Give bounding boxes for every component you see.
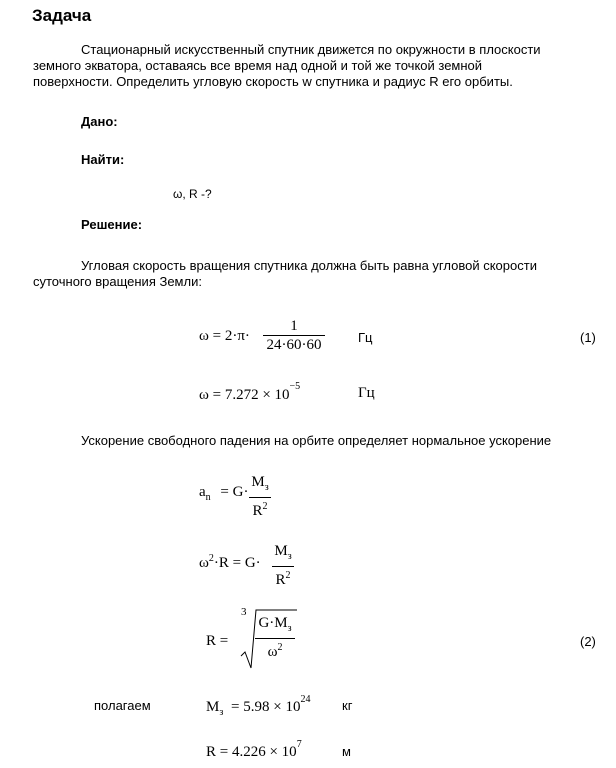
eq4-numerator xyxy=(272,542,294,566)
eq4-num-m: M xyxy=(274,543,288,559)
solution-label: Решение: xyxy=(81,217,143,232)
eq7-exponent: 7 xyxy=(296,739,302,750)
eq3-num-sub: з xyxy=(264,482,269,493)
problem-line-2: земного экватора, оставаясь все время над одной и той же точкой земной xyxy=(33,58,483,73)
eq5-lhs: R = xyxy=(206,633,229,649)
eq3-rhs: = G· xyxy=(220,484,249,500)
eq7-value: R = 4.226 × 10 xyxy=(206,744,297,760)
eq5-den-omega: ω xyxy=(267,644,278,660)
eq4-omega: ω xyxy=(199,555,209,571)
eq7-unit: м xyxy=(342,744,351,759)
eq2-exponent: −5 xyxy=(289,381,301,392)
solution-para2: Ускорение свободного падения на орбите определяет нормальное ускорение xyxy=(81,433,552,448)
eq3-num-m: M xyxy=(251,474,265,490)
eq6-expression xyxy=(206,694,311,718)
eq4-fraction xyxy=(272,542,294,589)
eq4-mid: ·R = G· xyxy=(213,555,261,571)
eq1-numerator: 1 xyxy=(290,318,298,334)
eq1-denominator: 24·60·60 xyxy=(266,337,322,353)
eq1-fraction xyxy=(263,317,325,354)
eq5-fraction xyxy=(255,614,295,661)
eq1-unit: Гц xyxy=(358,330,373,345)
eq5-denominator xyxy=(255,639,295,661)
eq3-den-r: R xyxy=(252,503,263,519)
solution-para1-line2: суточного вращения Земли: xyxy=(33,274,202,289)
eq4-exponent: 2 xyxy=(208,553,214,564)
eq6-subscript: з xyxy=(219,707,224,718)
eq5-root-index: 3 xyxy=(241,606,247,618)
problem-line-1: Стационарный искусственный спутник движется по окружности в плоскости xyxy=(81,42,541,57)
eq3-a: a xyxy=(199,484,206,500)
eq4-num-sub: з xyxy=(287,551,292,562)
eq4-den-r: R xyxy=(275,572,286,588)
eq6-rhs: = 5.98 × 10 xyxy=(231,699,301,715)
find-value: ω, R -? xyxy=(173,187,212,201)
eq4-den-exp: 2 xyxy=(285,570,291,581)
given-label: Дано: xyxy=(81,114,118,129)
eq1-lhs: ω = 2·π· xyxy=(199,328,250,344)
eq1-number: (1) xyxy=(580,330,596,345)
page-title: Задача xyxy=(32,6,92,25)
eq7-expression xyxy=(206,739,302,761)
eq3-numerator xyxy=(249,473,271,497)
eq5-numerator xyxy=(255,614,295,638)
eq6-m: M xyxy=(206,699,220,715)
eq2-unit: Гц xyxy=(358,385,375,401)
find-label: Найти: xyxy=(81,152,125,167)
problem-line-3: поверхности. Определить угловую скорость w спутника и радиус R его орбиты. xyxy=(33,74,513,89)
assume-label: полагаем xyxy=(94,698,151,713)
eq3-lhs xyxy=(199,484,248,503)
eq2-value: ω = 7.272 × 10 xyxy=(199,387,290,403)
eq6-exponent: 24 xyxy=(300,694,311,705)
eq2-lhs xyxy=(199,381,301,404)
eq5-den-exp: 2 xyxy=(277,642,283,653)
eq5-number: (2) xyxy=(580,634,596,649)
eq3-denominator xyxy=(249,498,271,520)
eq3-subscript: n xyxy=(205,492,211,503)
solution-para1-line1: Угловая скорость вращения спутника должна быть равна угловой скорости xyxy=(81,258,537,273)
eq6-unit: кг xyxy=(342,698,353,713)
eq5-num-sub: з xyxy=(287,623,292,634)
eq3-den-exp: 2 xyxy=(262,501,268,512)
eq3-fraction xyxy=(249,473,271,520)
eq4-lhs xyxy=(199,553,261,572)
eq4-denominator xyxy=(272,567,294,589)
eq5-num-text: G·M xyxy=(258,615,288,631)
